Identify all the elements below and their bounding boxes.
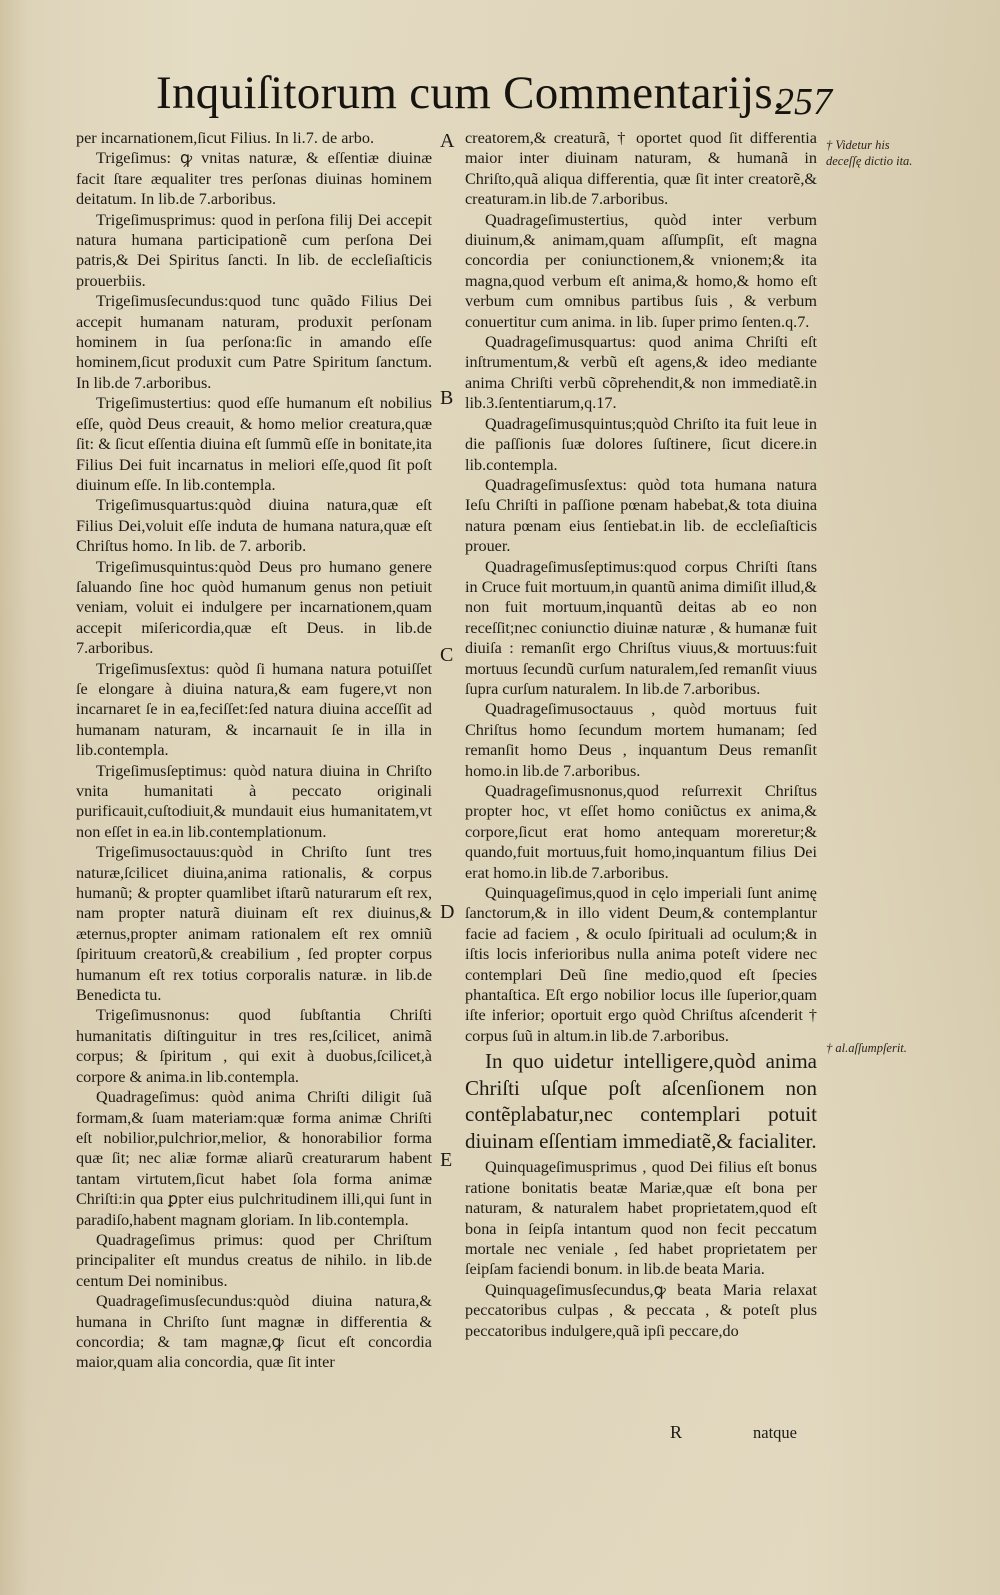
running-head-title: Inquiſitorum cum Commentarijs. bbox=[156, 67, 786, 119]
paragraph: Trigeſimusquintus:quòd Deus pro humano genere ſaluando ſine hoc quòd humanum genus non petiuit veniam, voluit ei indulgere per incarnationem,quam accepit miſericordia,quæ eſt Deus. in lib.de 7.arboribus. bbox=[76, 557, 432, 658]
commentary-paragraph: In quo uidetur intelligere,quòd anima Chriſti uſque poſt aſcenſionem non contẽplabatur,nec contemplari potuit diuinam eſſentiam immediatẽ,& facialiter. bbox=[465, 1049, 817, 1153]
paragraph: Quinquageſimusprimus , quod Dei filius eſt bonus ratione bonitatis beatæ Mariæ,quæ eſt bona per naturam, & naturalem habet proprietatem,quod eſt bona in ſeipſa intantum quod non fecit peccatum mortale nec veniale , ſed habet proprietatem per ſeipſam faciendi bonum. in lib.de beata Maria. bbox=[465, 1158, 817, 1279]
right-text-column bbox=[465, 128, 817, 1341]
paragraph: creatorem,& creaturã, † oportet quod ſit differentia maior inter diuinam naturam, & humanã in Chriſto,quã aliqua differentia, quæ ſit inter creatorẽ,& creaturam.in lib.de 7.arboribus. bbox=[465, 129, 817, 209]
margin-letter-e: E bbox=[440, 1149, 453, 1171]
margin-letter-d: D bbox=[440, 901, 455, 923]
paragraph: Trigeſimusnonus: quod ſubſtantia Chriſti humanitatis diſtinguitur in tres res,ſcilicet, animã corpus; & ſpiritum , qui exit à duobus,ſcilicet,à corpore & anima.in lib.contempla. bbox=[76, 1006, 432, 1086]
margin-letter-a: A bbox=[440, 130, 455, 152]
signature-mark: R bbox=[670, 1422, 683, 1442]
margin-letter-c: C bbox=[440, 644, 454, 666]
catchword: natque bbox=[753, 1423, 797, 1442]
paragraph: Trigeſimusſextus: quòd ſi humana natura potuiſſet ſe elongare à diuina natura,& eam fugere,vt non incarnaret ſe in ea,feciſſet:ſed natura diuina acceſſit ad humanam naturam, & incarnauit ſe in illa in lib.contempla. bbox=[76, 659, 432, 760]
margin-letter-b: B bbox=[440, 387, 454, 409]
paragraph: Trigeſimusquartus:quòd diuina natura,quæ eſt Filius Dei,voluit eſſe induta de humana natura,quæ eſt Chriſtus homo. In lib. de 7. arborib. bbox=[76, 496, 432, 556]
paragraph: Quadrageſimusſeptimus:quod corpus Chriſti ſtans in Cruce fuit mortuum,in quantũ anima dimiſit illud,& non fuit mortuum,inquantũ deitas ab eo non receſſit;nec coniunctio diuinæ naturæ , & humanæ fuit diuiſa : remanſit ergo Chriſtus viuus,& mortuus:fuit mortuus ſecundũ curſum naturalem,ſed remanſit viuus ſupra curſum naturalem. In lib.de 7.arboribus. bbox=[465, 557, 817, 698]
paragraph: Quinquageſimus,quod in cęlo imperiali ſunt animę ſanctorum,& in illo vident Deum,& contemplantur facie ad faciem , & oculo ſpirituali ad oculum;& in iſtis locis inferioribus nulla anima poteſt videre nec contemplari Deũ ſine medio,quod eſt ſpecies phantaſtica. Eſt ergo nobilior locus ille ſuperior,quam iſte inferior; oportuit ergo quòd Chriſtus aſcenderit † corpus ſuũ in altum.in lib.de 7.arboribus. bbox=[465, 884, 817, 1045]
margin-note: † al.aſſumpſerit. bbox=[826, 1041, 907, 1055]
paragraph: Quadrageſimusoctauus , quòd mortuus fuit Chriſtus homo ſecundum mortem humanam; ſed remanſit homo Deus , inquantum Deus remanſit homo.in lib.de 7.arboribus. bbox=[465, 700, 817, 780]
paragraph: Trigeſimusſeptimus: quòd natura diuina in Chriſto vnita humanitati à peccato originali purificauit,cuſtodiuit,& mundauit eius humanitatem,vt non eſſet in ea.in lib.contemplationum. bbox=[76, 761, 432, 841]
paragraph: Trigeſimusſecundus:quod tunc quãdo Filius Dei accepit humanam naturam, produxit perſonam hominem in ſua perſona:ſic in amando eſſe hominem,ſicut produxit cum Patre Spiritum ſanctum. In lib.de 7.arboribus. bbox=[76, 292, 432, 392]
paragraph: Trigeſimus: ꝙ vnitas naturæ, & eſſentiæ diuinæ facit ſtare æqualiter tres perſonas diuinas hominem deitatum. In lib.de 7.arboribus. bbox=[76, 149, 432, 209]
paragraph: Quadrageſimusſecundus:quòd diuina natura,& humana in Chriſto ſunt magnæ in differentia & concordia; & tam magnæ,ꝙ ſicut eſt concordia maior,quam alia concordia, quæ ſit inter bbox=[76, 1292, 432, 1372]
paragraph: Trigeſimusoctauus:quòd in Chriſto ſunt tres naturæ,ſcilicet diuina,anima rationalis, & corpus humanũ; & propter quamlibet iſtarũ naturarum eſt rex, nam propter naturã diuinam eſt rex diuinus,& æternus,propter animam rationalem eſt rex omniũ ſpirituum creatorũ,& creabilium , ſed propter corpus humanum eſt rex totius corporalis naturæ. in lib.de Benedicta tu. bbox=[76, 843, 432, 1005]
paragraph: Quadrageſimusſextus: quòd tota humana natura Ieſu Chriſti in paſſione pœnam habebat,& tota diuina natura pœnam eius ſentiebat.in lib. de eccleſiaſticis prouer. bbox=[465, 475, 817, 556]
paragraph: Quadrageſimustertius, quòd inter verbum diuinum,& animam,quam aſſumpſit, eſt magna concordia per coniunctionem,& vnionem;& ita magna,quod verbum eſt anima,& homo,& homo eſt verbum cum omnibus partibus ſuis , & verbum conuertitur cum anima. in lib. ſuper primo ſenten.q.7. bbox=[465, 210, 817, 331]
paragraph: Trigeſimustertius: quod eſſe humanum eſt nobilius eſſe, quòd Deus creauit, & homo melior creatura,quæ ſit: & ſicut eſſentia diuina eſt ſummũ eſſe in bonitate,ita Filius Dei fuit incarnatus in meliori eſſe,quod ſit poſt diuinum eſſe. In lib.contempla. bbox=[76, 394, 432, 494]
paragraph: per incarnationem,ſicut Filius. In li.7. de arbo. bbox=[76, 129, 375, 147]
paragraph: Quadrageſimus: quòd anima Chriſti diligit ſuã formam,& ſuam materiam:quæ forma animæ Chriſti eſt nobilior,pulchrior,melior, & honorabilior forma quæ ſit; nec aliæ formæ aliarũ creaturarum habent tantam virtutem,ſicut habet ſola forma animæ Chriſti:in qua ꝑpter eius pulchritudinem illi,qui ſunt in paradiſo,habent magnam gloriam. In lib.contempla. bbox=[76, 1088, 432, 1229]
paragraph: Quadrageſimus primus: quod per Chriſtum principaliter eſt mundus creatus de nihilo. in lib.de centum Dei nominibus. bbox=[76, 1230, 432, 1290]
margin-note: † Videtur his deceſſę dictio ita. bbox=[826, 138, 913, 168]
paragraph: Quadrageſimusnonus,quod reſurrexit Chriſtus propter hoc, vt eſſet homo coniũctus ex anima,& corpore,ſicut erat homo antequam moreretur;& quando,fuit mortuus,fuit homo,inquantum filius Dei erat homo.in lib.de 7.arboribus. bbox=[465, 782, 817, 882]
paragraph: Quinquageſimusſecundus,ꝙ beata Maria relaxat peccatoribus culpas , & peccata , & poteſt plus peccatoribus indulgere,quã ipſi peccare,do bbox=[465, 1280, 817, 1340]
paragraph: Quadrageſimusquintus;quòd Chriſto ita fuit leue in die paſſionis ſuæ dolores ſuſtinere, ſicut dicere.in lib.contempla. bbox=[465, 414, 817, 474]
page-number: 257 bbox=[775, 81, 832, 123]
paragraph: Trigeſimusprimus: quod in perſona filij Dei accepit natura humana participationẽ cum perſona Dei patris,& Dei Spiritus ſancti. In lib. de eccleſiaſticis prouerbiis. bbox=[76, 210, 432, 290]
paragraph: Quadrageſimusquartus: quod anima Chriſti eſt inſtrumentum,& verbũ eſt agens,& ideo mediante anima Chriſti verbũ cõprehendit,& non immediatẽ.in lib.3.ſententiarum,q.17. bbox=[465, 333, 817, 413]
left-text-column bbox=[76, 128, 432, 1373]
